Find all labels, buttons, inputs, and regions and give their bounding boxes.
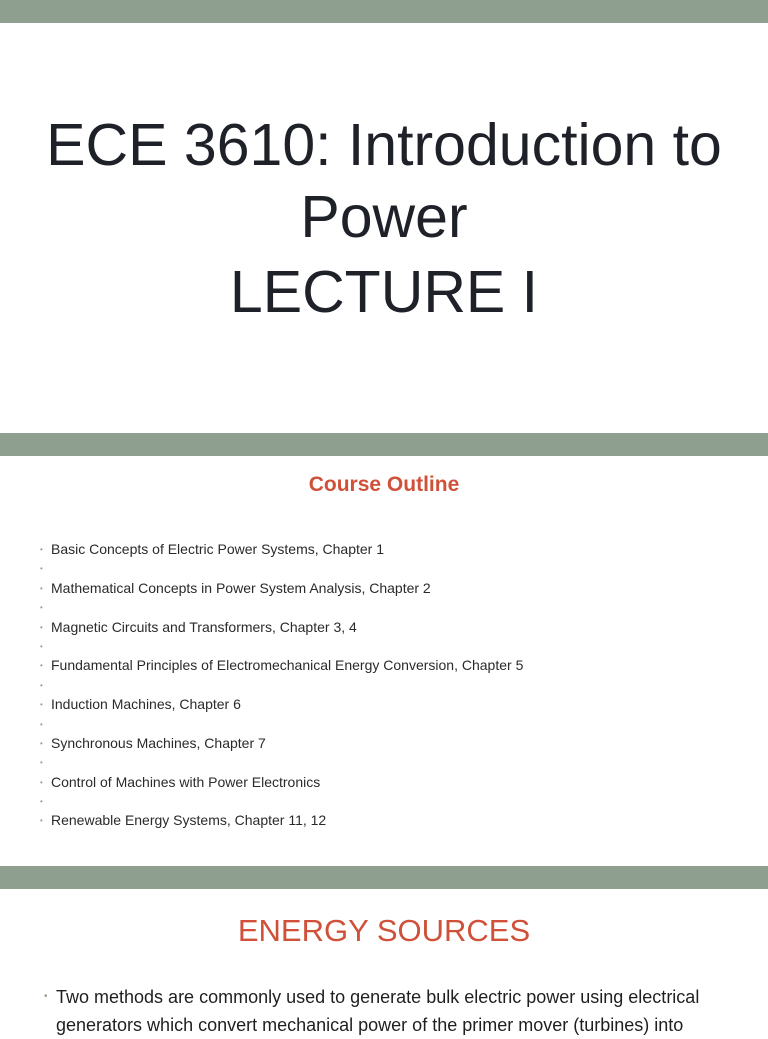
list-item [40,792,523,811]
energy-sources-heading: ENERGY SOURCES [237,913,531,948]
bullet-icon: • [40,583,43,593]
course-outline-list [40,540,523,831]
list-item-text: Renewable Energy Systems, Chapter 11, 12 [51,812,327,829]
list-item [40,811,523,830]
bullet-icon: • [40,816,43,826]
list-item-text: Control of Machines with Power Electronics [51,773,321,790]
bullet-icon: • [40,700,43,710]
list-item [40,656,523,675]
list-item-text: Synchronous Machines, Chapter 7 [51,734,266,751]
slide-course-outline [0,456,768,866]
list-item [40,559,523,578]
list-item-text: Fundamental Principles of Electromechanical Energy Conversion, Chapter 5 [51,657,524,674]
list-item [40,618,523,637]
slide-subtitle-text: LECTURE I [229,259,539,325]
bullet-icon: • [40,641,43,651]
paragraph-text: Two methods are commonly used to generate bulk electric power using electrical generators which convert mechanical power of the primer mover (turbines) into [56,987,700,1035]
bullet-icon: • [40,738,43,748]
slide-separator [0,0,768,23]
bullet-icon: • [40,777,43,787]
slide-separator [0,866,768,889]
slide-separator [0,433,768,456]
list-item-text: Magnetic Circuits and Transformers, Chapter 3, 4 [51,618,357,635]
list-item [40,734,523,753]
bullet-icon: • [40,603,43,613]
list-item [40,676,523,695]
bullet-icon: • [40,545,43,554]
list-item [40,753,523,772]
bullet-icon: • [40,758,43,768]
list-item-text: Basic Concepts of Electric Power Systems, Chapter 1 [51,541,385,557]
energy-sources-paragraph [44,983,746,1039]
bullet-icon: • [40,622,43,632]
list-item [40,579,523,598]
list-item-text: Induction Machines, Chapter 6 [51,696,241,713]
slide-energy-sources [0,889,768,1035]
list-item [40,598,523,617]
bullet-icon: • [40,797,43,807]
bullet-icon: • [40,661,43,671]
slide-title-text: ECE 3610: Introduction to Power [46,112,722,250]
bullet-icon: • [40,564,43,574]
list-item [40,540,523,559]
course-outline-heading: Course Outline [308,473,460,496]
slide-title [0,23,768,433]
list-item [40,637,523,656]
bullet-icon: • [44,991,48,1002]
list-item [40,715,523,734]
list-item [40,773,523,792]
bullet-icon: • [40,719,43,729]
list-item [40,695,523,714]
bullet-icon: • [40,680,43,690]
list-item-text: Mathematical Concepts in Power System Analysis, Chapter 2 [51,579,431,596]
